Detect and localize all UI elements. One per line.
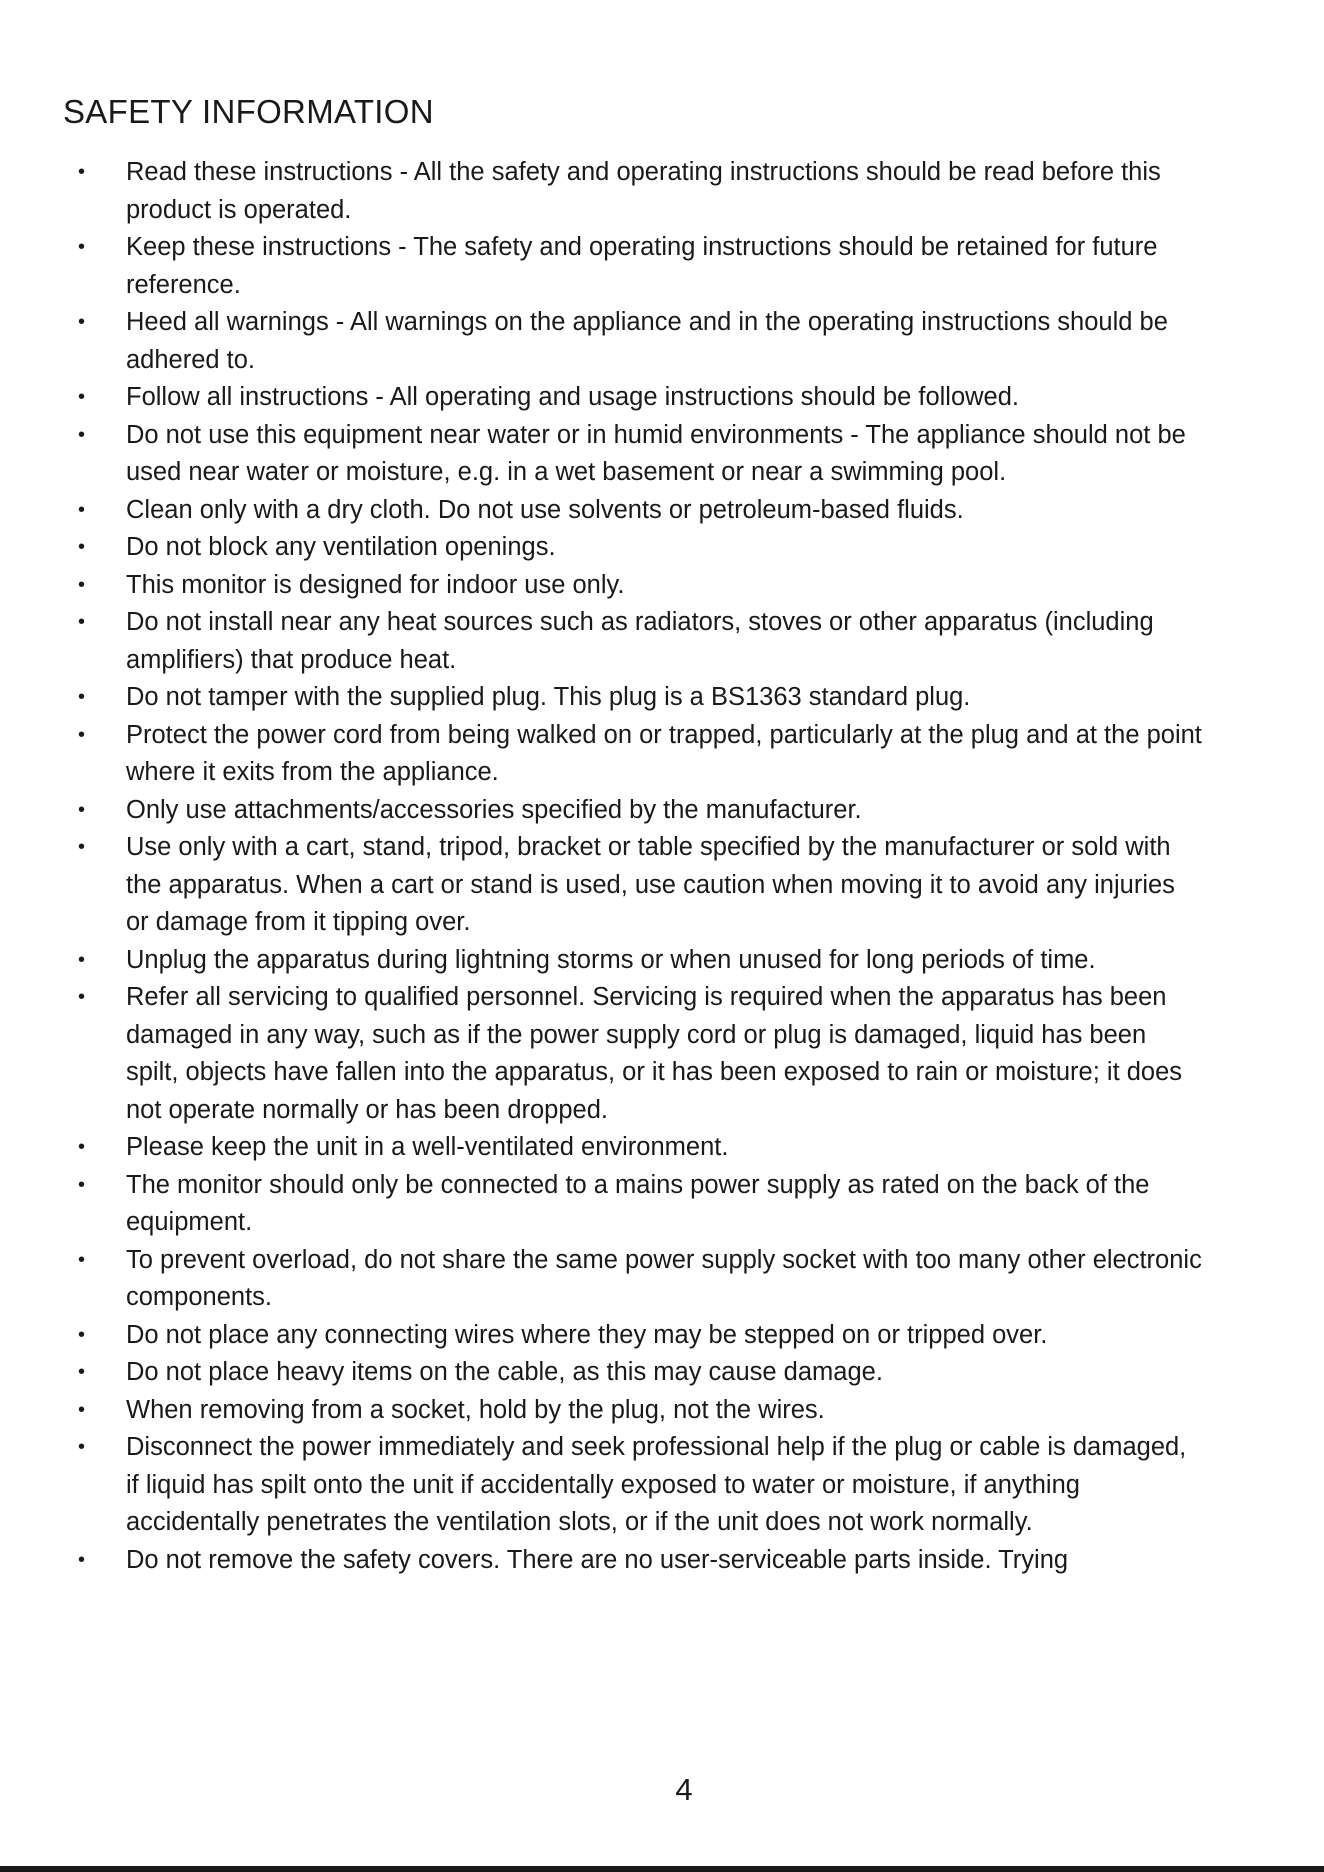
bullet-icon: •: [78, 986, 86, 1008]
bullet-icon: •: [78, 161, 86, 183]
list-item: [0, 979, 1324, 1129]
list-item-text: Unplug the apparatus during lightning storms or when unused for long periods of time.: [126, 945, 1096, 974]
bullet-icon: •: [78, 498, 86, 521]
bullet-icon: •: [78, 723, 86, 746]
list-item-text: Heed all warnings - All warnings on the appliance and in the operating instructions should be adhered to.: [126, 308, 1168, 374]
list-item: [0, 604, 1324, 679]
bullet-icon: •: [78, 1323, 86, 1346]
list-item: [0, 379, 1324, 417]
bullet-icon: •: [78, 236, 86, 258]
bullet-icon: •: [78, 836, 86, 858]
bullet-icon: •: [78, 423, 86, 446]
bullet-icon: •: [78, 1173, 86, 1196]
list-item: [0, 942, 1324, 980]
bullet-icon: •: [78, 1248, 86, 1271]
list-item-text: Do not use this equipment near water or in humid environments - The appliance should not be used near water or moisture, e.g. in a wet basement or near a swimming pool.: [126, 420, 1186, 486]
list-item-text: Disconnect the power immediately and seek professional help if the plug or cable is damaged, if liquid has spilt onto the unit if accidentally exposed to water or moisture, if anything accidentally penetrates the ventilation slots, or if the unit does not work normally.: [126, 1433, 1187, 1536]
bullet-icon: •: [78, 686, 86, 708]
bullet-icon: •: [78, 1436, 86, 1458]
list-item-text: The monitor should only be connected to a mains power supply as rated on the back of the equipment.: [126, 1170, 1150, 1236]
page-number: 4: [675, 1772, 693, 1807]
bullet-icon: •: [78, 1136, 86, 1158]
list-item-text: Only use attachments/accessories specified by the manufacturer.: [126, 795, 862, 824]
bullet-icon: •: [78, 536, 86, 558]
list-item-text: Follow all instructions - All operating and usage instructions should be followed.: [126, 383, 1019, 411]
bottom-border: [0, 1866, 1324, 1872]
list-item-text: Do not place heavy items on the cable, as this may cause damage.: [126, 1358, 883, 1386]
list-item-text: Do not place any connecting wires where they may be stepped on or tripped over.: [126, 1320, 1048, 1349]
list-item-text: Refer all servicing to qualified personnel. Servicing is required when the apparatus has been damaged in any way, such as if the power supply cord or plug is damaged, liquid has been spilt, objects have fallen into the apparatus, or it has been exposed to rain or moisture; it does not operate normally or has been dropped.: [126, 983, 1183, 1124]
list-item-text: This monitor is designed for indoor use only.: [126, 570, 625, 599]
list-item: [0, 1354, 1324, 1392]
list-item: [0, 1429, 1324, 1542]
list-item: [0, 1167, 1324, 1242]
list-item-text: Clean only with a dry cloth. Do not use solvents or petroleum-based fluids.: [126, 495, 964, 524]
list-item: [0, 229, 1324, 304]
list-item: [0, 1542, 1324, 1580]
list-item: [0, 1317, 1324, 1355]
bullet-icon: •: [78, 311, 86, 333]
list-item: [0, 154, 1324, 229]
bullet-icon: •: [78, 798, 86, 821]
list-item: [0, 679, 1324, 717]
list-item-text: Please keep the unit in a well-ventilated environment.: [126, 1133, 729, 1161]
page-title: SAFETY INFORMATION: [63, 93, 434, 130]
bullet-icon: •: [78, 1398, 86, 1421]
list-item: [0, 792, 1324, 830]
list-item-text: To prevent overload, do not share the same power supply socket with too many other electronic components.: [126, 1245, 1202, 1311]
safety-list: [0, 154, 1324, 1579]
list-item: [0, 829, 1324, 942]
list-item: [0, 417, 1324, 492]
list-item-text: When removing from a socket, hold by the plug, not the wires.: [126, 1395, 825, 1424]
list-item: [0, 1129, 1324, 1167]
list-item-text: Do not block any ventilation openings.: [126, 533, 556, 561]
bullet-icon: •: [78, 386, 86, 408]
list-item-text: Do not remove the safety covers. There are no user-serviceable parts inside. Trying: [126, 1545, 1069, 1574]
list-item-text: Use only with a cart, stand, tripod, bracket or table specified by the manufacturer or sold with the apparatus. When a cart or stand is used, use caution when moving it to avoid any injuries or damage from it tipping over.: [126, 833, 1175, 936]
list-item: [0, 304, 1324, 379]
list-item-text: Read these instructions - All the safety and operating instructions should be read before this product is operated.: [126, 158, 1161, 224]
list-item-text: Keep these instructions - The safety and operating instructions should be retained for future reference.: [126, 233, 1158, 299]
bullet-icon: •: [78, 1548, 86, 1571]
list-item: [0, 717, 1324, 792]
list-item-text: Protect the power cord from being walked on or trapped, particularly at the plug and at the point where it exits from the appliance.: [126, 720, 1202, 786]
list-item: [0, 492, 1324, 530]
bullet-icon: •: [78, 1361, 86, 1383]
list-item: [0, 1392, 1324, 1430]
list-item-text: Do not install near any heat sources such as radiators, stoves or other apparatus (including amplifiers) that produce heat.: [126, 608, 1154, 674]
bullet-icon: •: [78, 611, 86, 633]
list-item: [0, 1242, 1324, 1317]
bullet-icon: •: [78, 573, 86, 596]
list-item: [0, 529, 1324, 567]
list-item-text: Do not tamper with the supplied plug. This plug is a BS1363 standard plug.: [126, 683, 971, 711]
bullet-icon: •: [78, 948, 86, 971]
list-item: [0, 567, 1324, 605]
